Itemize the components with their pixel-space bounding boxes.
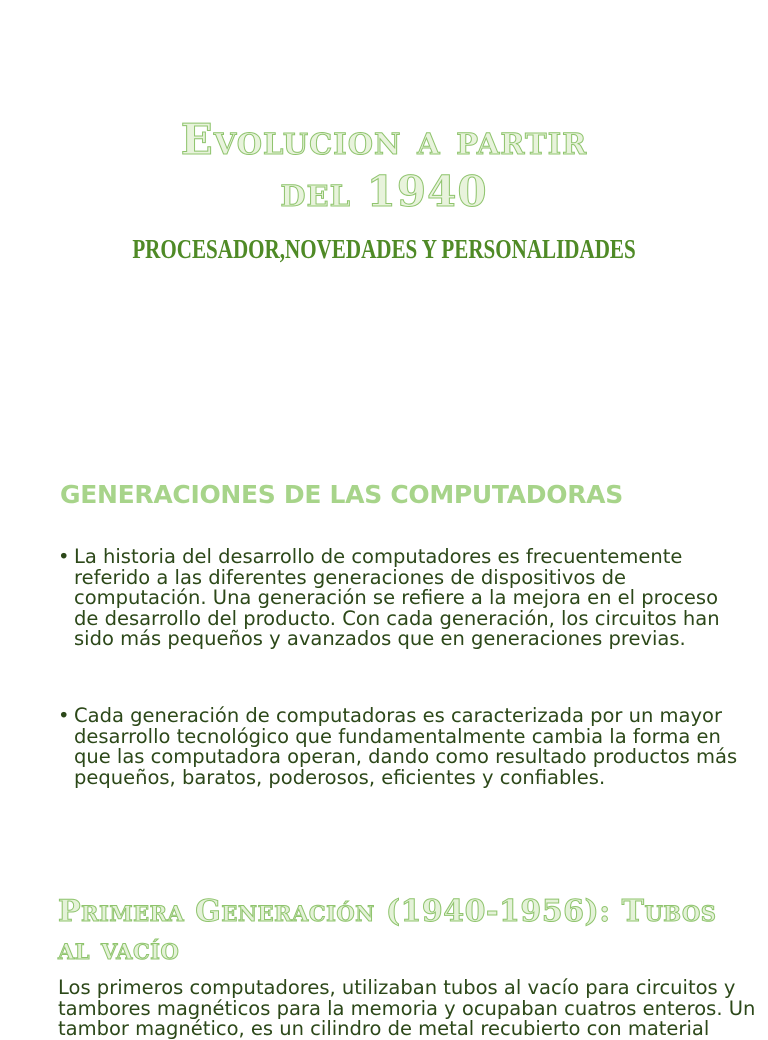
bullet-list (58, 706, 748, 788)
list-item (58, 547, 748, 650)
slide-title-line-2: del 1940 (280, 167, 488, 216)
bullet-text: La historia del desarrollo de computadores es frecuentemente referido a las diferentes generaciones de dispositivos de computación. Una generación se refiere a la mejora en el proceso de desarrollo del producto. Con cada generación, los circuitos han sido más pequeños y avanzados que en generaciones previas. (74, 545, 720, 650)
list-item (58, 706, 748, 788)
first-generation-body: Los primeros computadores, utilizaban tubos al vacío para circuitos y tambores magnéticos para la memoria y ocupaban cuatros enteros. Un tambor magnético, es un cilindro de metal recubierto con material (58, 976, 756, 1040)
slide-title-line-1: Evolucion a partir (180, 115, 588, 164)
first-generation-heading: Primera Generación (1940-1956): Tubos al vacío (58, 894, 717, 967)
bullet-icon: • (58, 545, 70, 568)
section-heading: GENERACIONES DE LAS COMPUTADORAS (60, 480, 623, 509)
bullet-list (58, 547, 748, 650)
slide-subtitle: PROCESADOR,NOVEDADES Y PERSONALIDADES (132, 234, 636, 264)
bullet-text: Cada generación de computadoras es caracterizada por un mayor desarrollo tecnológico que fundamentalmente cambia la forma en que las computadora operan, dando como resultado productos más pequeños, baratos, poderosos, eficientes y confiables. (74, 704, 738, 789)
bullet-icon: • (58, 704, 70, 727)
